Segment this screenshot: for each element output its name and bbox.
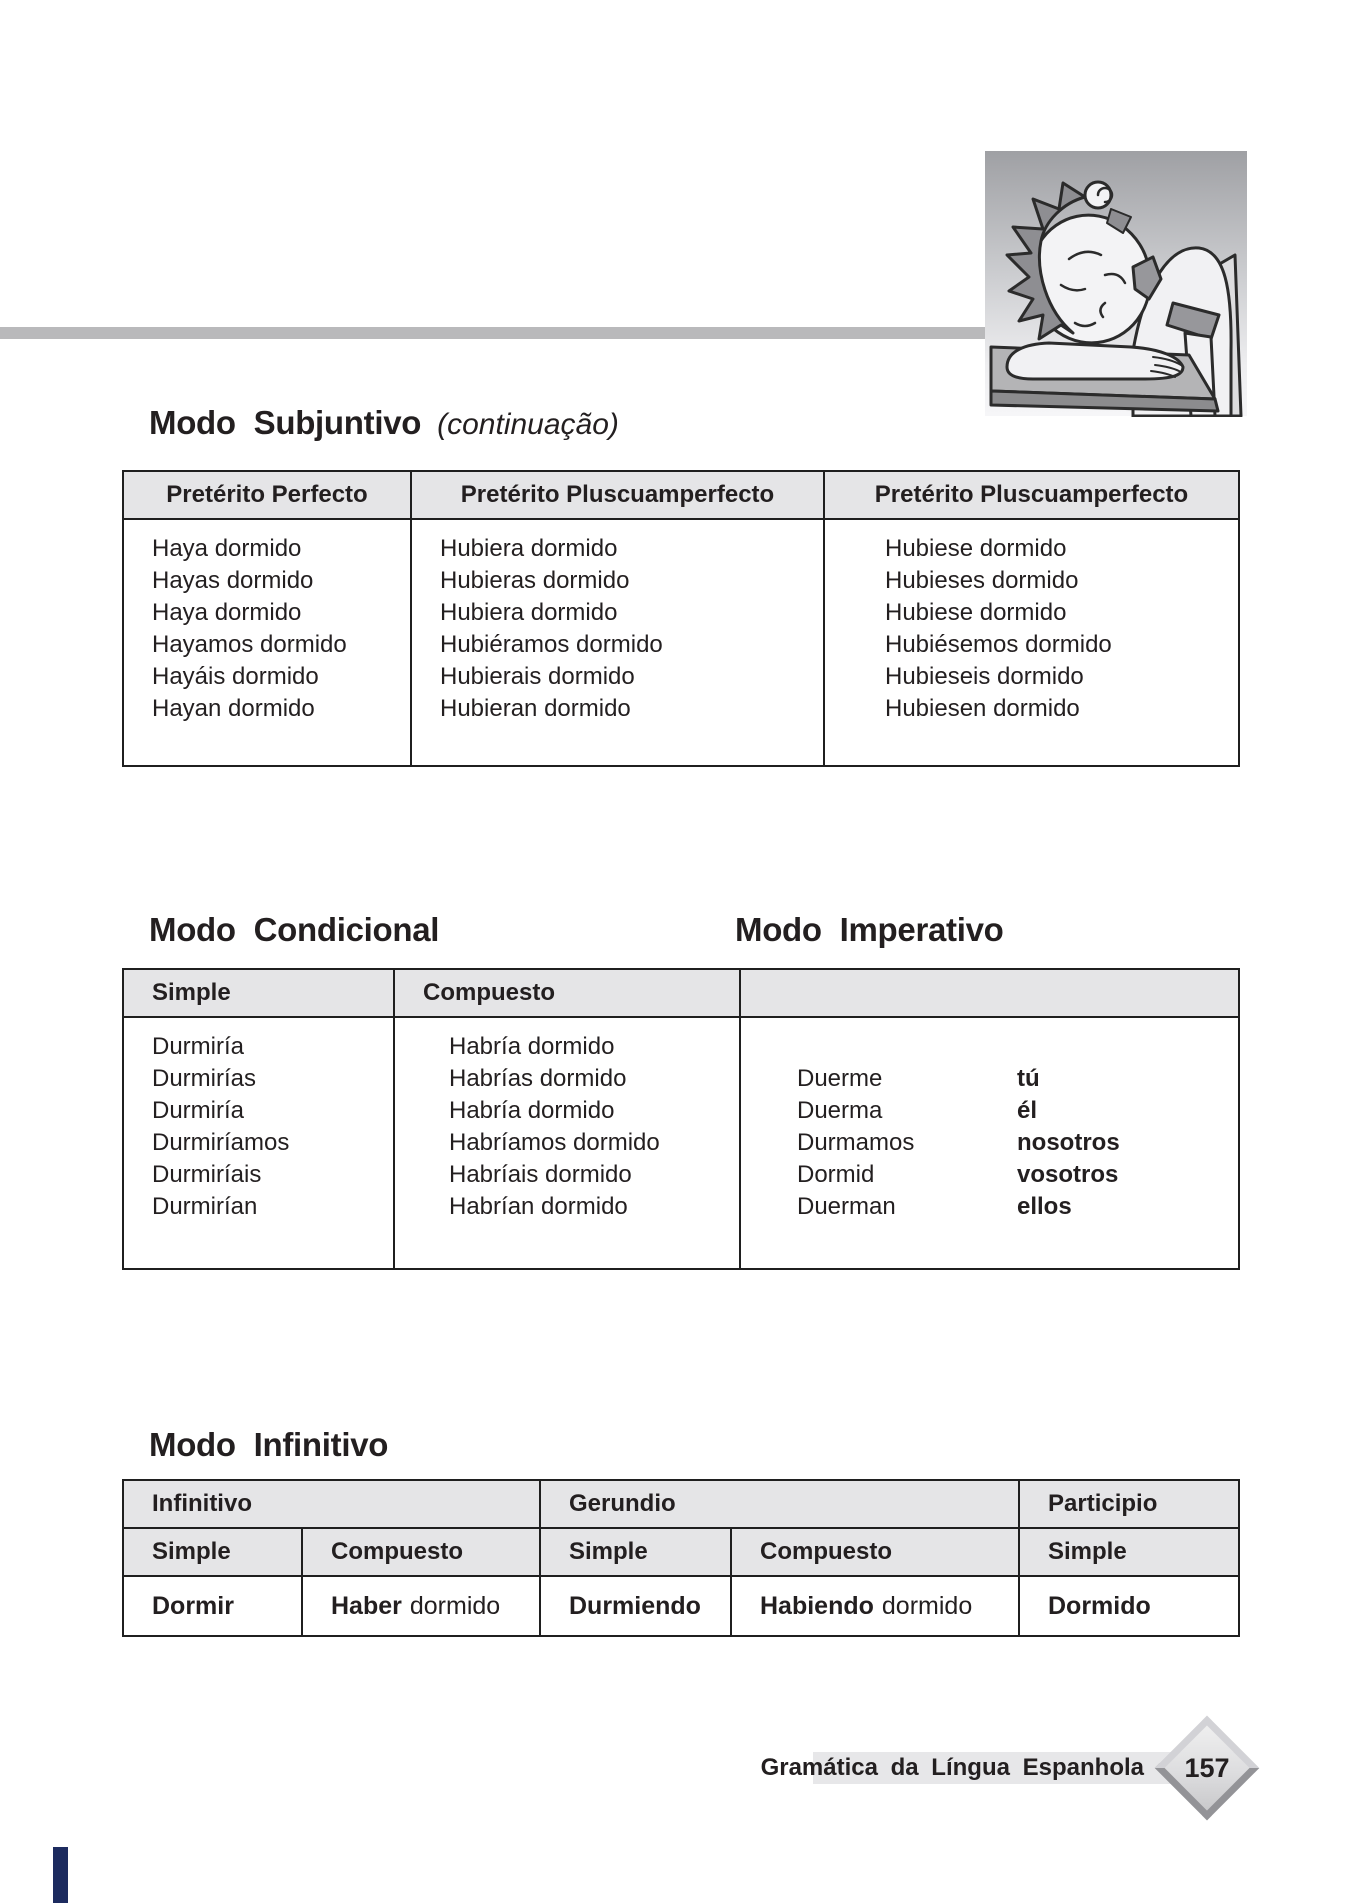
conjugation-line: Hubiera dormido	[440, 535, 618, 562]
conditional-column-compuesto	[395, 970, 741, 1268]
conditional-column-simple	[124, 970, 395, 1268]
group-header-participio: Participio	[1020, 1481, 1238, 1529]
imperative-pronoun: vosotros	[1017, 1161, 1119, 1188]
column-header: Pretérito Pluscuamperfecto	[412, 472, 823, 520]
column-header: Simple	[124, 970, 393, 1018]
conjugation-line: Habrían dormido	[449, 1193, 628, 1220]
conjugation-line: Durmiríais	[152, 1161, 262, 1188]
conjugation-line: Hubiesen dormido	[885, 695, 1080, 722]
column-header: Pretérito Pluscuamperfecto	[825, 472, 1238, 520]
imperative-pronoun: ellos	[1017, 1193, 1072, 1220]
conjugation-line: Hayan dormido	[152, 695, 315, 722]
imperative-pronoun: él	[1017, 1097, 1038, 1124]
conjugation-line: Hubiésemos dormido	[885, 631, 1112, 658]
book-title: Gramática da Língua Espanhola	[760, 1754, 1144, 1781]
conjugation-line: Hubierais dormido	[440, 663, 635, 690]
form-cell	[124, 1577, 303, 1635]
conjugation-line: Hubiéramos dormido	[440, 631, 663, 658]
section-heading-condicional: Modo Condicional	[149, 911, 440, 948]
form-main: Durmiendo	[569, 1591, 701, 1620]
conjugation-line: Hubiese dormido	[885, 535, 1067, 562]
imperative-column	[741, 970, 1238, 1268]
conjugation-line: Hubieses dormido	[885, 567, 1079, 594]
imperative-row	[741, 1127, 1238, 1159]
forms-row	[124, 1577, 1238, 1635]
sub-header-row	[124, 1529, 1238, 1577]
conjugation-line: Durmirías	[152, 1065, 257, 1092]
column-header: Pretérito Perfecto	[124, 472, 410, 520]
group-header-infinitivo: Infinitivo	[124, 1481, 541, 1529]
conjugation-line: Haya dormido	[152, 535, 302, 562]
conjugation-line: Durmirían	[152, 1193, 258, 1220]
section-heading-imperativo: Modo Imperativo	[735, 911, 1004, 948]
group-header-gerundio: Gerundio	[541, 1481, 1020, 1529]
imperative-form: Duerman	[797, 1193, 896, 1220]
section-heading-infinitivo: Modo Infinitivo	[149, 1426, 389, 1463]
form-cell	[541, 1577, 732, 1635]
binding-navy-strip	[53, 1847, 68, 1903]
subjunctive-column-pluscuamperfecto-ra	[412, 472, 825, 765]
column-body	[825, 520, 1238, 725]
sub-header: Compuesto	[732, 1529, 1020, 1577]
conditional-imperative-table	[122, 968, 1240, 1270]
decorative-gray-rule	[0, 327, 986, 339]
conjugation-line: Habrías dormido	[449, 1065, 627, 1092]
page-number: 157	[1184, 1752, 1230, 1783]
conjugation-line: Habría dormido	[449, 1033, 615, 1060]
imperative-row	[741, 1159, 1238, 1191]
sleeping-student-icon	[985, 150, 1247, 417]
form-aux: dormido	[409, 1591, 501, 1620]
conjugation-line: Hubiese dormido	[885, 599, 1067, 626]
column-header-empty	[741, 970, 1238, 1018]
sub-header: Compuesto	[303, 1529, 541, 1577]
subjunctive-column-perfecto	[124, 472, 412, 765]
conjugation-line: Durmiríamos	[152, 1129, 290, 1156]
infinitive-table	[122, 1479, 1240, 1637]
sub-header: Simple	[124, 1529, 303, 1577]
sleeping-student-illustration	[985, 150, 1247, 417]
form-aux: dormido	[881, 1591, 973, 1620]
form-main: Habiendo	[760, 1591, 874, 1620]
imperative-pronoun: nosotros	[1017, 1129, 1120, 1156]
conjugation-line: Durmiría	[152, 1097, 245, 1124]
conjugation-line: Hayamos dormido	[152, 631, 347, 658]
subjunctive-column-pluscuamperfecto-se	[825, 472, 1238, 765]
imperative-form: Durmamos	[797, 1129, 915, 1156]
form-cell	[732, 1577, 1020, 1635]
imperative-form: Duerma	[797, 1097, 883, 1124]
conjugation-line: Haya dormido	[152, 599, 302, 626]
conjugation-line: Hubieras dormido	[440, 567, 630, 594]
group-header-row	[124, 1481, 1238, 1529]
column-body	[395, 1018, 739, 1223]
conjugation-line: Hubieran dormido	[440, 695, 631, 722]
conjugation-line: Durmiría	[152, 1033, 245, 1060]
imperative-row	[741, 1063, 1238, 1095]
conjugation-line: Hubieseis dormido	[885, 663, 1084, 690]
imperative-pronoun: tú	[1017, 1065, 1040, 1092]
subjunctive-table	[122, 470, 1240, 767]
section-heading-subjuntivo	[149, 404, 619, 442]
form-main: Dormir	[152, 1591, 234, 1620]
sub-header: Simple	[541, 1529, 732, 1577]
form-main: Dormido	[1048, 1591, 1151, 1620]
column-header: Compuesto	[395, 970, 739, 1018]
imperative-form: Duerme	[797, 1065, 883, 1092]
imperative-row	[741, 1095, 1238, 1127]
column-body	[124, 520, 410, 725]
conjugation-line: Habríamos dormido	[449, 1129, 660, 1156]
column-body	[741, 1018, 1238, 1223]
heading-subjuntivo-note: (continuação)	[437, 408, 619, 441]
heading-subjuntivo-text: Modo Subjuntivo	[149, 404, 422, 441]
form-cell	[1020, 1577, 1238, 1635]
conjugation-line: Hayáis dormido	[152, 663, 319, 690]
conjugation-line: Habríais dormido	[449, 1161, 632, 1188]
sub-header: Simple	[1020, 1529, 1238, 1577]
imperative-form: Dormid	[797, 1161, 875, 1188]
conjugation-line: Hubiera dormido	[440, 599, 618, 626]
column-body	[412, 520, 823, 725]
column-body	[124, 1018, 393, 1223]
form-main: Haber	[331, 1591, 402, 1620]
conjugation-line: Hayas dormido	[152, 567, 314, 594]
imperative-row	[741, 1191, 1238, 1223]
conjugation-line: Habría dormido	[449, 1097, 615, 1124]
form-cell	[303, 1577, 541, 1635]
